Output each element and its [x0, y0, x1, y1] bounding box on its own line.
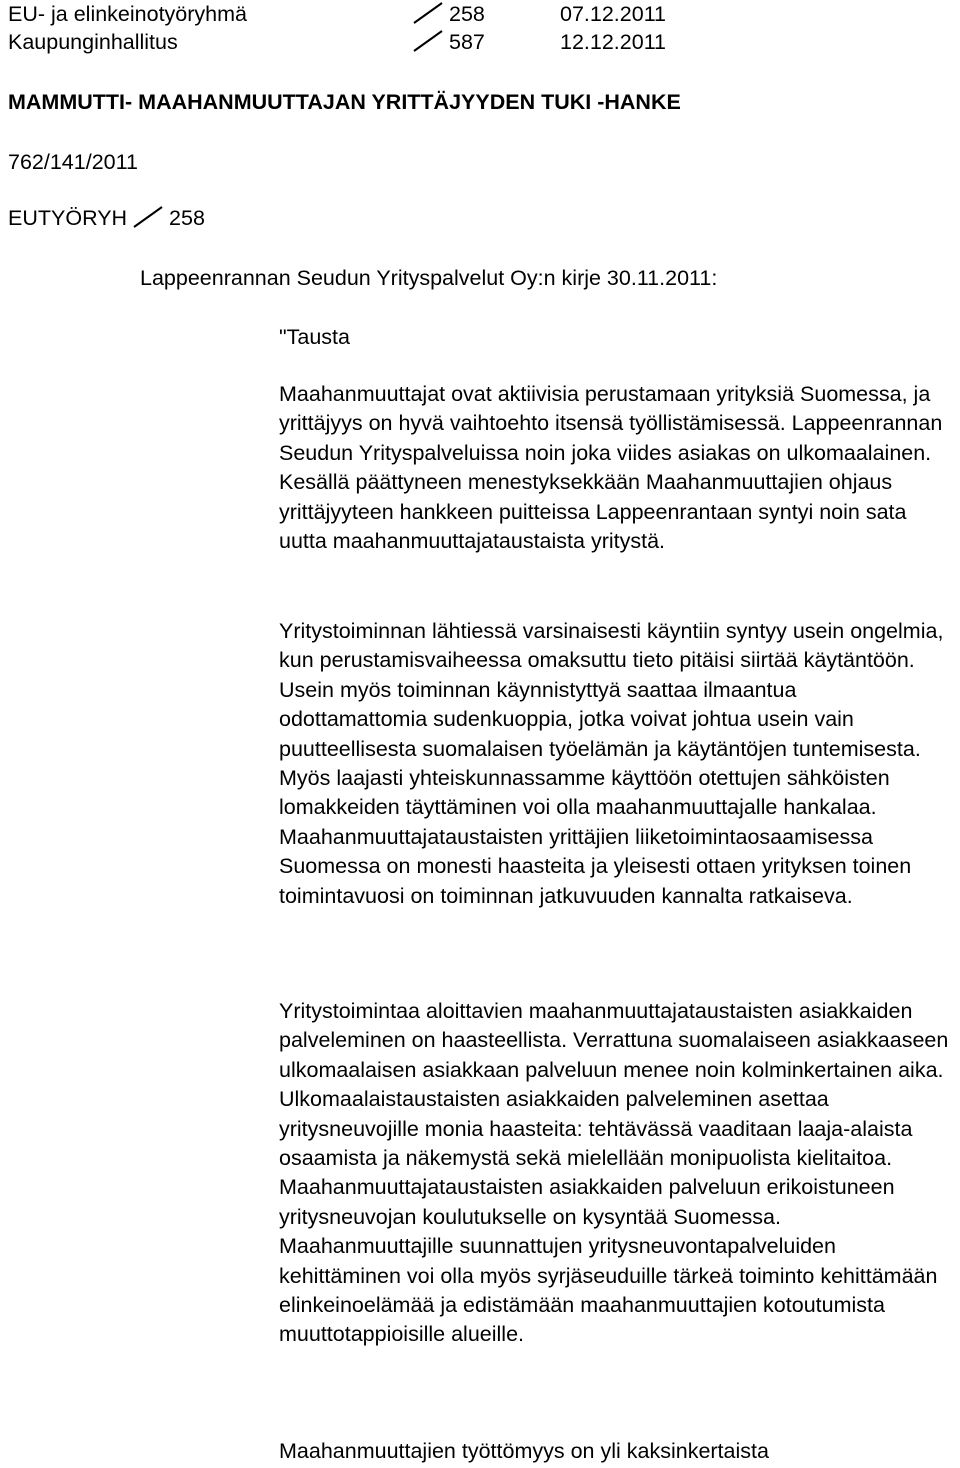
letter-intro: Lappeenrannan Seudun Yrityspalvelut Oy:n kirje 30.11.2011:	[140, 266, 718, 290]
section-sign-icon	[413, 2, 443, 24]
section-number-1: 258	[448, 2, 485, 26]
body-paragraph-3	[279, 997, 949, 1350]
body-paragraph-1	[279, 380, 949, 556]
body-paragraph-4	[279, 1437, 949, 1466]
meeting-date-1: 07.12.2011	[560, 2, 667, 26]
decision-body-2: Kaupunginhallitus	[8, 30, 178, 54]
paragraph-text: Yritystoiminnan lähtiessä varsinaisesti käyntiin syntyy usein ongelmia, kun perustamisvaiheessa omaksuttu tieto pitäisi siirtää käytäntöön. Usein myös toiminnan käynnistyttyä saattaa ilmaantua odottamattomia sudenkuoppia, jotka voivat johtua usein vain puutteellisesta suomalaisen työelämän ja käytäntöjen tuntemisesta. Myös laajasti yhteiskunnassamme käyttöön otettujen sähköisten lomakkeiden täyttäminen voi olla maahanmuuttajalle hankalaa. Maahanmuuttajataustaisten yrittäjien liiketoimintaosaamisessa Suomessa on monesti haasteita ja yleisesti ottaen yrityksen toinen toimintavuosi on toiminnan jatkuvuuden kannalta ratkaiseva.	[279, 619, 944, 908]
section-reference-1	[413, 0, 485, 29]
paragraph-text: Yritystoimintaa aloittavien maahanmuuttajataustaisten asiakkaiden palveleminen on haasteellista. Verrattuna suomalaiseen asiakkaaseen ulkomaalaisen asiakkaan palveluun menee noin kolminkertainen aika. Ulkomaalaistaustaisten asiakkaiden palveleminen asettaa yritysneuvojille monia haasteita: tehtävässä vaaditaan laaja-alaista osaamista ja näkemystä sekä mielellään monipuolista kielitaitoa. Maahanmuuttajataustaisten asiakkaiden palveluun erikoistuneen yritysneuvojan koulutukselle on kysyntää Suomessa. Maahanmuuttajille suunnattujen yritysneuvontapalveluiden kehittäminen voi olla myös syrjäseuduille tärkeä toiminto kehittämään elinkeinoelämää ja edistämään maahanmuuttajien kotoutumista muuttotappioisille alueille.	[279, 999, 949, 1347]
section-heading: "Tausta	[279, 325, 350, 349]
paragraph-text: Maahanmuuttajat ovat aktiivisia perustamaan yrityksiä Suomessa, ja yrittäjyys on hyvä vaihtoehto itsensä työllistämisessä. Lappeenrannan Seudun Yrityspalveluissa noin joka viides asiakas on ulkomaalainen. Kesällä päättyneen menestyksekkään Maahanmuuttajien ohjaus yrittäjyyteen hankkeen puitteissa Lappeenrantaan syntyi noin sata uutta maahanmuuttajataustaista yritystä.	[279, 382, 943, 554]
reference-label: EUTYÖRYH	[8, 206, 128, 230]
paragraph-text: Maahanmuuttajien työttömyys on yli kaksinkertaista	[279, 1439, 769, 1463]
reference-line	[8, 204, 205, 233]
reference-number: 258	[169, 206, 205, 230]
body-paragraph-2	[279, 617, 949, 911]
decision-body-1: EU- ja elinkeinotyöryhmä	[8, 2, 247, 26]
section-sign-icon	[133, 206, 163, 228]
record-number: 762/141/2011	[8, 150, 138, 174]
section-sign-icon	[413, 30, 443, 52]
document-title: MAMMUTTI- MAAHANMUUTTAJAN YRITTÄJYYDEN TUKI -HANKE	[8, 90, 681, 114]
meeting-date-2: 12.12.2011	[560, 30, 667, 54]
section-number-2: 587	[448, 30, 485, 54]
section-reference-2	[413, 28, 485, 57]
